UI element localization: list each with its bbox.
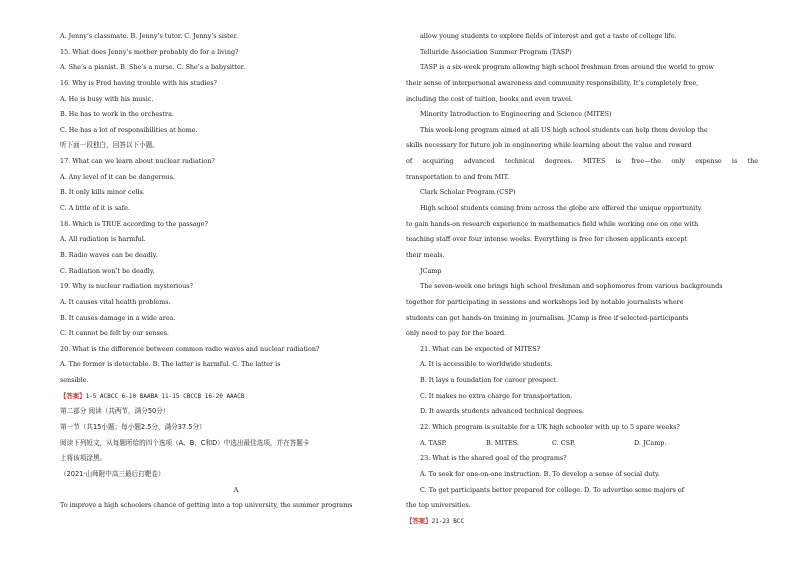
q23-question: 23. What is the shared goal of the programs?: [420, 454, 567, 463]
q15-options: A. She’s a pianist. B. She’s a nurse. C. She’s a babysitter.: [60, 63, 246, 72]
tasp-text-3: including the cost of tuition, books and even travel.: [406, 94, 573, 103]
section-one-heading: 第一节（共15小题；每小题2.5分，满分37.5分）: [60, 423, 206, 432]
left-column: [60, 32, 412, 517]
q22-options: [406, 439, 758, 455]
jcamp-text-3: students can get hands-on training in journalism. JCamp is free if selected-participants: [406, 313, 689, 322]
jcamp-text-4: only need to pay for the board.: [406, 329, 507, 338]
q14-options: A. Jenny’s classmate. B. Jenny’s tutor. C. Jenny’s sister.: [60, 32, 238, 40]
passage-intro-cont: allow young students to explore fields of interest and get a taste of college life.: [420, 32, 677, 40]
answer-text: 21-23 BCC: [431, 517, 465, 525]
right-column: [406, 32, 758, 533]
q22-option-b: B. MITES.: [486, 438, 519, 447]
csp-text-2: to gain hands-on research experience in mathematics field while working one on one with: [406, 219, 699, 228]
q16-option-c: C. He has a lot of responsibilities at home.: [60, 125, 198, 134]
part-two-heading: 第二部分 阅读（共两节，满分50分）: [60, 407, 170, 416]
reading-instruction-cont: 上将该项涂黑。: [60, 454, 107, 463]
answer-key-1-20: [60, 392, 412, 408]
q23-options-ab: A. To seek for one-on-one instruction. B. To develop a sense of social duty.: [420, 469, 660, 478]
mites-text-2: skills necessary for future job in engineering while learning about the value and reward: [406, 141, 692, 150]
tasp-text-2: their sense of interpersonal awareness and community responsibility. It’s completely free,: [406, 78, 699, 87]
csp-heading: Clark Scholar Program (CSP): [420, 188, 516, 197]
reading-instruction: 阅读下列短文，从每题所给的四个选项（A、B、C和D）中选出最佳选项，并在答题卡: [60, 438, 310, 447]
q17-option-c: C. A little of it is safe.: [60, 204, 130, 213]
q22-option-c: C. CSP.: [552, 438, 576, 447]
q22-option-a: A. TASP.: [420, 438, 447, 447]
mites-text-1: This week-long program aimed at all US high school students can help them develop the: [420, 125, 708, 134]
q21-option-d: D. It awards students advanced technical degrees.: [420, 407, 584, 416]
q17-option-a: A. Any level of it can be dangerous.: [60, 172, 175, 181]
q18-option-a: A. All radiation is harmful.: [60, 235, 146, 244]
answer-key-21-23: [406, 517, 758, 533]
answer-tag: 【答案】: [406, 516, 432, 525]
passage-label: A: [233, 485, 239, 494]
q18-question: 18. Which is TRUE according to the passage?: [60, 219, 208, 228]
tasp-text-1: TASP is a six-week program allowing high school freshman from around the world to grow: [420, 63, 715, 72]
q16-question: 16. Why is Fred having trouble with his studies?: [60, 78, 217, 87]
q18-option-b: B. Radio waves can be deadly.: [60, 250, 158, 259]
mites-text-4: transportation to and from MIT.: [406, 172, 510, 181]
q23-options-cont: the top universities.: [406, 501, 471, 510]
q20-question: 20. What is the difference between common radio waves and nuclear radiation?: [60, 344, 320, 353]
answer-text: 1-5 ACBCC 6-10 BAABA 11-15 CBCCB 16-20 AAACB: [85, 392, 245, 400]
jcamp-text-2: together for participating in sessions and workshops led by notable journalists where: [406, 297, 684, 306]
answer-tag: 【答案】: [60, 391, 86, 400]
q22-question: 22. Which program is suitable for a UK high schooler with up to 5 spare weeks?: [420, 423, 680, 432]
csp-text-3: teaching staff over four intense weeks. Everything is free for chosen applicants except: [406, 235, 688, 244]
monologue-instruction: 听下面一段独白，回答以下小题。: [60, 141, 159, 150]
jcamp-text-1: The seven-week one brings high school freshman and sophomores from various backgrounds: [420, 282, 723, 291]
q15-question: 15. What does Jenny’s mother probably do for a living?: [60, 47, 239, 56]
q16-option-a: A. He is busy with his music.: [60, 94, 154, 103]
q19-option-a: A. It causes vital health problems.: [60, 297, 171, 306]
q23-options-cd: C. To get participants better prepared for college. D. To advertise some majors of: [420, 485, 685, 494]
q21-option-c: C. It makes no extra charge for transportation.: [420, 391, 573, 400]
q18-option-c: C. Radiation won’t be deadly.: [60, 266, 155, 275]
csp-text-1: High school students coming from across the globe are offered the unique opportunity: [420, 204, 702, 213]
passage-intro: To improve a high schoolers chance of getting into a top university, the summer programs: [60, 501, 353, 510]
q21-question: 21. What can be expected of MITES?: [420, 344, 541, 353]
tasp-heading: Telluride Association Summer Program (TASP): [420, 47, 572, 56]
q17-option-b: B. It only kills minor cells.: [60, 188, 145, 197]
q19-question: 19. Why is nuclear radiation mysterious?: [60, 282, 193, 291]
source-note: （2021·山师附中高三最后打靶卷）: [60, 469, 165, 478]
q21-option-b: B. It lays a foundation for career prospect.: [420, 376, 559, 385]
q21-option-a: A. It is accessible to worldwide students.: [420, 360, 553, 369]
mites-text-3: of acquiring advanced technical degrees. MITES is free—the only expense is the: [406, 157, 758, 166]
csp-text-4: their meals.: [406, 250, 445, 259]
q16-option-b: B. He has to work in the orchestra.: [60, 110, 174, 119]
q19-option-b: B. It causes damage in a wide area.: [60, 313, 176, 322]
q20-options-cont: sensible.: [60, 376, 89, 385]
jcamp-heading: JCamp: [420, 266, 442, 275]
q19-option-c: C. It cannot be felt by our senses.: [60, 329, 169, 338]
q17-question: 17. What can we learn about nuclear radiation?: [60, 157, 215, 166]
q20-options: A. The former is detectable. B. The latter is harmful. C. The latter is: [60, 360, 281, 369]
mites-heading: Minority Introduction to Engineering and Science (MITES): [420, 110, 612, 119]
q22-option-d: D. JCamp.: [634, 438, 667, 447]
